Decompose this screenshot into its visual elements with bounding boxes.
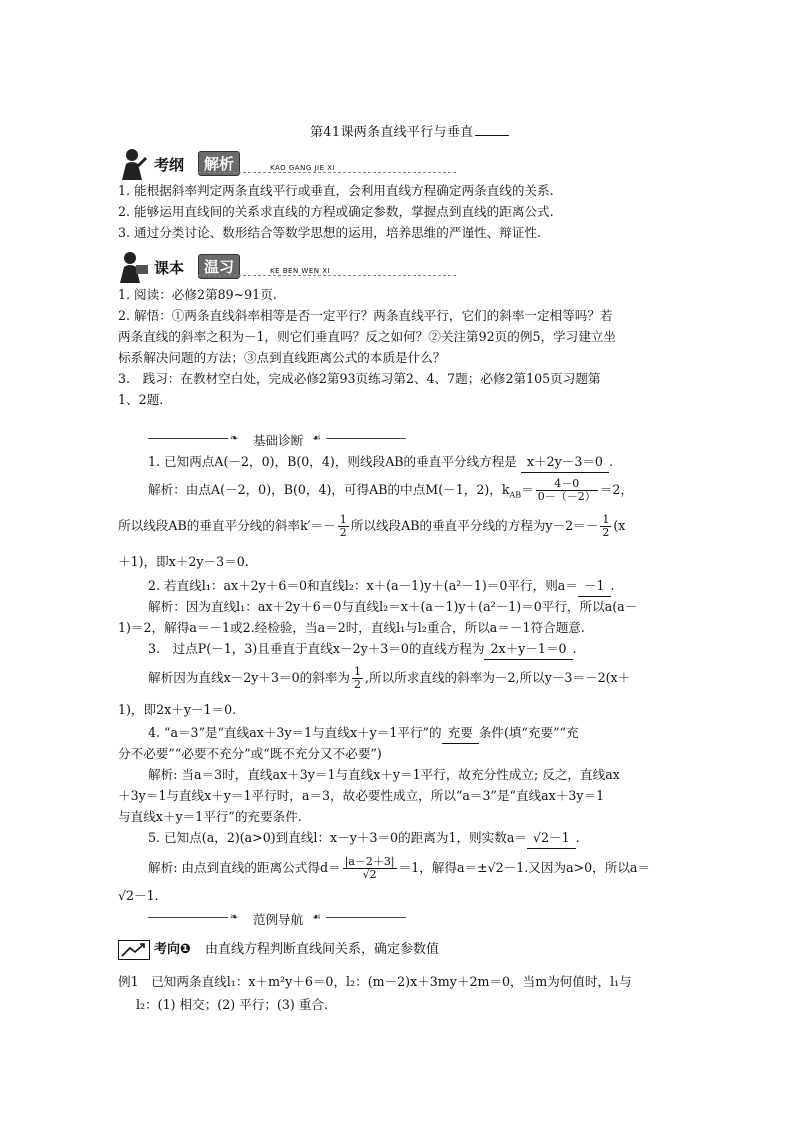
q1-answer: x＋2y－3＝0 [521,452,609,473]
q2-answer: －1 [578,576,611,597]
q3-solution-1: 解析因为直线x－2y＋3＝0的斜率为 $\frac{1}{2}$ ,所以所求直线的斜率为－2,所以y－3＝－2(x＋ [148,665,631,691]
objective-3: 3. 通过分类讨论、数形结合等数学思想的运用，培养思维的严谨性、辩证性. [118,225,542,240]
review-line-2: 2. 解悟：①两条直线斜率相等是否一定平行？两条直线平行，它们的斜率一定相等吗？若 [118,308,613,323]
section-highlight: 解析 [198,151,240,176]
q4-stem: 4. “a＝3”是“直线ax＋3y＝1与直线x＋y＝1平行”的 充要 条件(填“充要”“充 [148,723,579,744]
q5-answer: √2－1 [527,828,576,849]
q1-stem: 1. 已知两点A(－2，0)，B(0，4)，则线段AB的垂直平分线方程是 x＋2y－3＝0 . [148,452,613,473]
half-fraction: $\frac{1}{2}$ [353,665,361,691]
page-title-text: 第41课两条直线平行与垂直 [310,125,474,140]
example-line-1: 例1 已知两条直线l₁：x＋m²y＋6＝0，l₂：(m－2)x＋3my＋2m＝0，当m为何值时，l₁与 [118,974,632,989]
thinker-figure-icon [118,146,150,182]
review-line-3: 两条直线的斜率之积为－1，则它们垂直吗？反之如何？②关注第92页的例5，学习建立坐 [118,329,617,344]
section-badge-keben [118,249,458,285]
divider-rule-left [148,438,228,439]
section-rule [198,172,456,173]
review-line-5: 3. 践习：在教材空白处，完成必修2第93页练习第2、4、7题；必修2第105页习题第 [118,371,601,386]
distance-fraction: $\frac{|a-2+3|}{√2}$ [344,855,395,881]
divider-rule-right [326,438,406,439]
divider-fanli [148,909,406,925]
ornament-icon: ❧ [230,912,239,923]
q4-solution-2: ＋3y＝1与直线x＋y＝1平行时，a＝3，故必要性成立，所以“a＝3”是“直线ax＋3y＝1 [118,788,605,803]
q1-solution-3: ＋1)，即x＋2y－3＝0. [118,554,249,569]
section-rule [198,275,456,276]
objective-2: 2. 能够运用直线间的关系求直线的方程或确定参数，掌握点到直线的距离公式. [118,204,554,219]
q4-answer: 充要 [442,723,479,744]
q3-answer: 2x＋y－1＝0 [484,639,572,660]
q4-stem-2: 分不必要”“必要不充分”或“既不充分又不必要”) [118,746,382,761]
reader-figure-icon [118,249,150,285]
review-line-4: 标系解决问题的方法；③点到直线距离公式的本质是什么？ [118,350,446,365]
q5-stem: 5. 已知点(a，2)(a>0)到直线l：x－y＋3＝0的距离为1，则实数a＝ √2－1 . [148,828,580,849]
q1-slope-fraction: $\frac{4-0}{0-(-2)}$ [537,477,596,503]
trend-arrow-icon [118,940,150,960]
divider-rule-left [148,917,228,918]
q2-solution-2: 1)＝2，解得a＝－1或2.经检验，当a＝2时，直线l₁与l₂重合，所以a＝－1符合题意. [118,620,585,635]
section-label: 课本 [154,259,185,277]
ornament-icon: ☙ [312,912,321,923]
divider-jichu [148,430,406,446]
ornament-icon: ❧ [230,433,239,444]
half-fraction: $\frac{1}{2}$ [602,513,610,539]
section-highlight: 温习 [198,254,240,279]
divider-title: 基础诊断 [252,433,304,448]
ornament-icon: ☙ [312,433,321,444]
divider-rule-right [326,917,406,918]
q3-stem: 3. 过点P(－1，3)且垂直于直线x－2y＋3＝0的直线方程为 2x＋y－1＝0 . [148,639,577,660]
objective-1: 1. 能根据斜率判定两条直线平行或垂直，会利用直线方程确定两条直线的关系. [118,183,554,198]
q4-solution-3: 与直线x＋y＝1平行”的充要条件. [118,809,302,824]
half-fraction: $\frac{1}{2}$ [339,513,347,539]
review-line-6: 1、2题. [118,392,164,407]
q5-solution-1: 解析: 由点到直线的距离公式得d＝ $\frac{|a-2+3|}{√2}$ ＝1，解得a＝±√2－1.又因为a>0，所以a＝ [148,855,651,881]
section-label: 考纲 [154,156,185,174]
section-pinyin: KE BEN WEN XI [270,267,331,275]
q2-solution-1: 解析：因为直线l₁：ax＋2y＋6＝0与直线l₂＝x＋(a－1)y＋(a²－1)＝0平行，所以a(a－ [148,599,638,614]
example-line-2: l₂：(1) 相交；(2) 平行；(3) 重合. [136,997,328,1012]
q2-stem: 2. 若直线l₁：ax＋2y＋6＝0和直线l₂：x＋(a－1)y＋(a²－1)＝0平行，则a＝ －1 . [148,576,615,597]
q3-solution-2: 1)，即2x＋y－1＝0. [118,702,237,717]
kaoxiang-heading [118,938,439,960]
section-pinyin: KAO GANG JIE XI [270,164,336,172]
q5-solution-2: √2－1. [118,888,159,903]
title-underline [475,125,509,136]
kaoxiang-text: 由直线方程判断直线间关系，确定参数值 [205,942,440,957]
review-line-1: 1. 阅读：必修2第89~91页. [118,287,277,302]
divider-title: 范例导航 [252,912,304,927]
section-badge-kaogang [118,146,458,182]
q4-solution-1: 解析: 当a＝3时，直线ax＋3y＝1与直线x＋y＝1平行，故充分性成立; 反之，直线ax [148,767,620,782]
page-title [310,121,509,140]
kaoxiang-label: 考向❶ [154,942,192,957]
q1-solution-2: 所以线段AB的垂直平分线的斜率k′＝－ $\frac{1}{2}$ 所以线段AB的垂直平分线的方程为y－2＝－ $\frac{1}{2}$ (x [118,513,626,539]
q1-solution-1: 解析：由点A(－2，0)，B(0，4)，可得AB的中点M(－1，2)，$k_{AB}=$ $\frac{4-0}{0-(-2)}$ ＝2， [148,477,633,503]
